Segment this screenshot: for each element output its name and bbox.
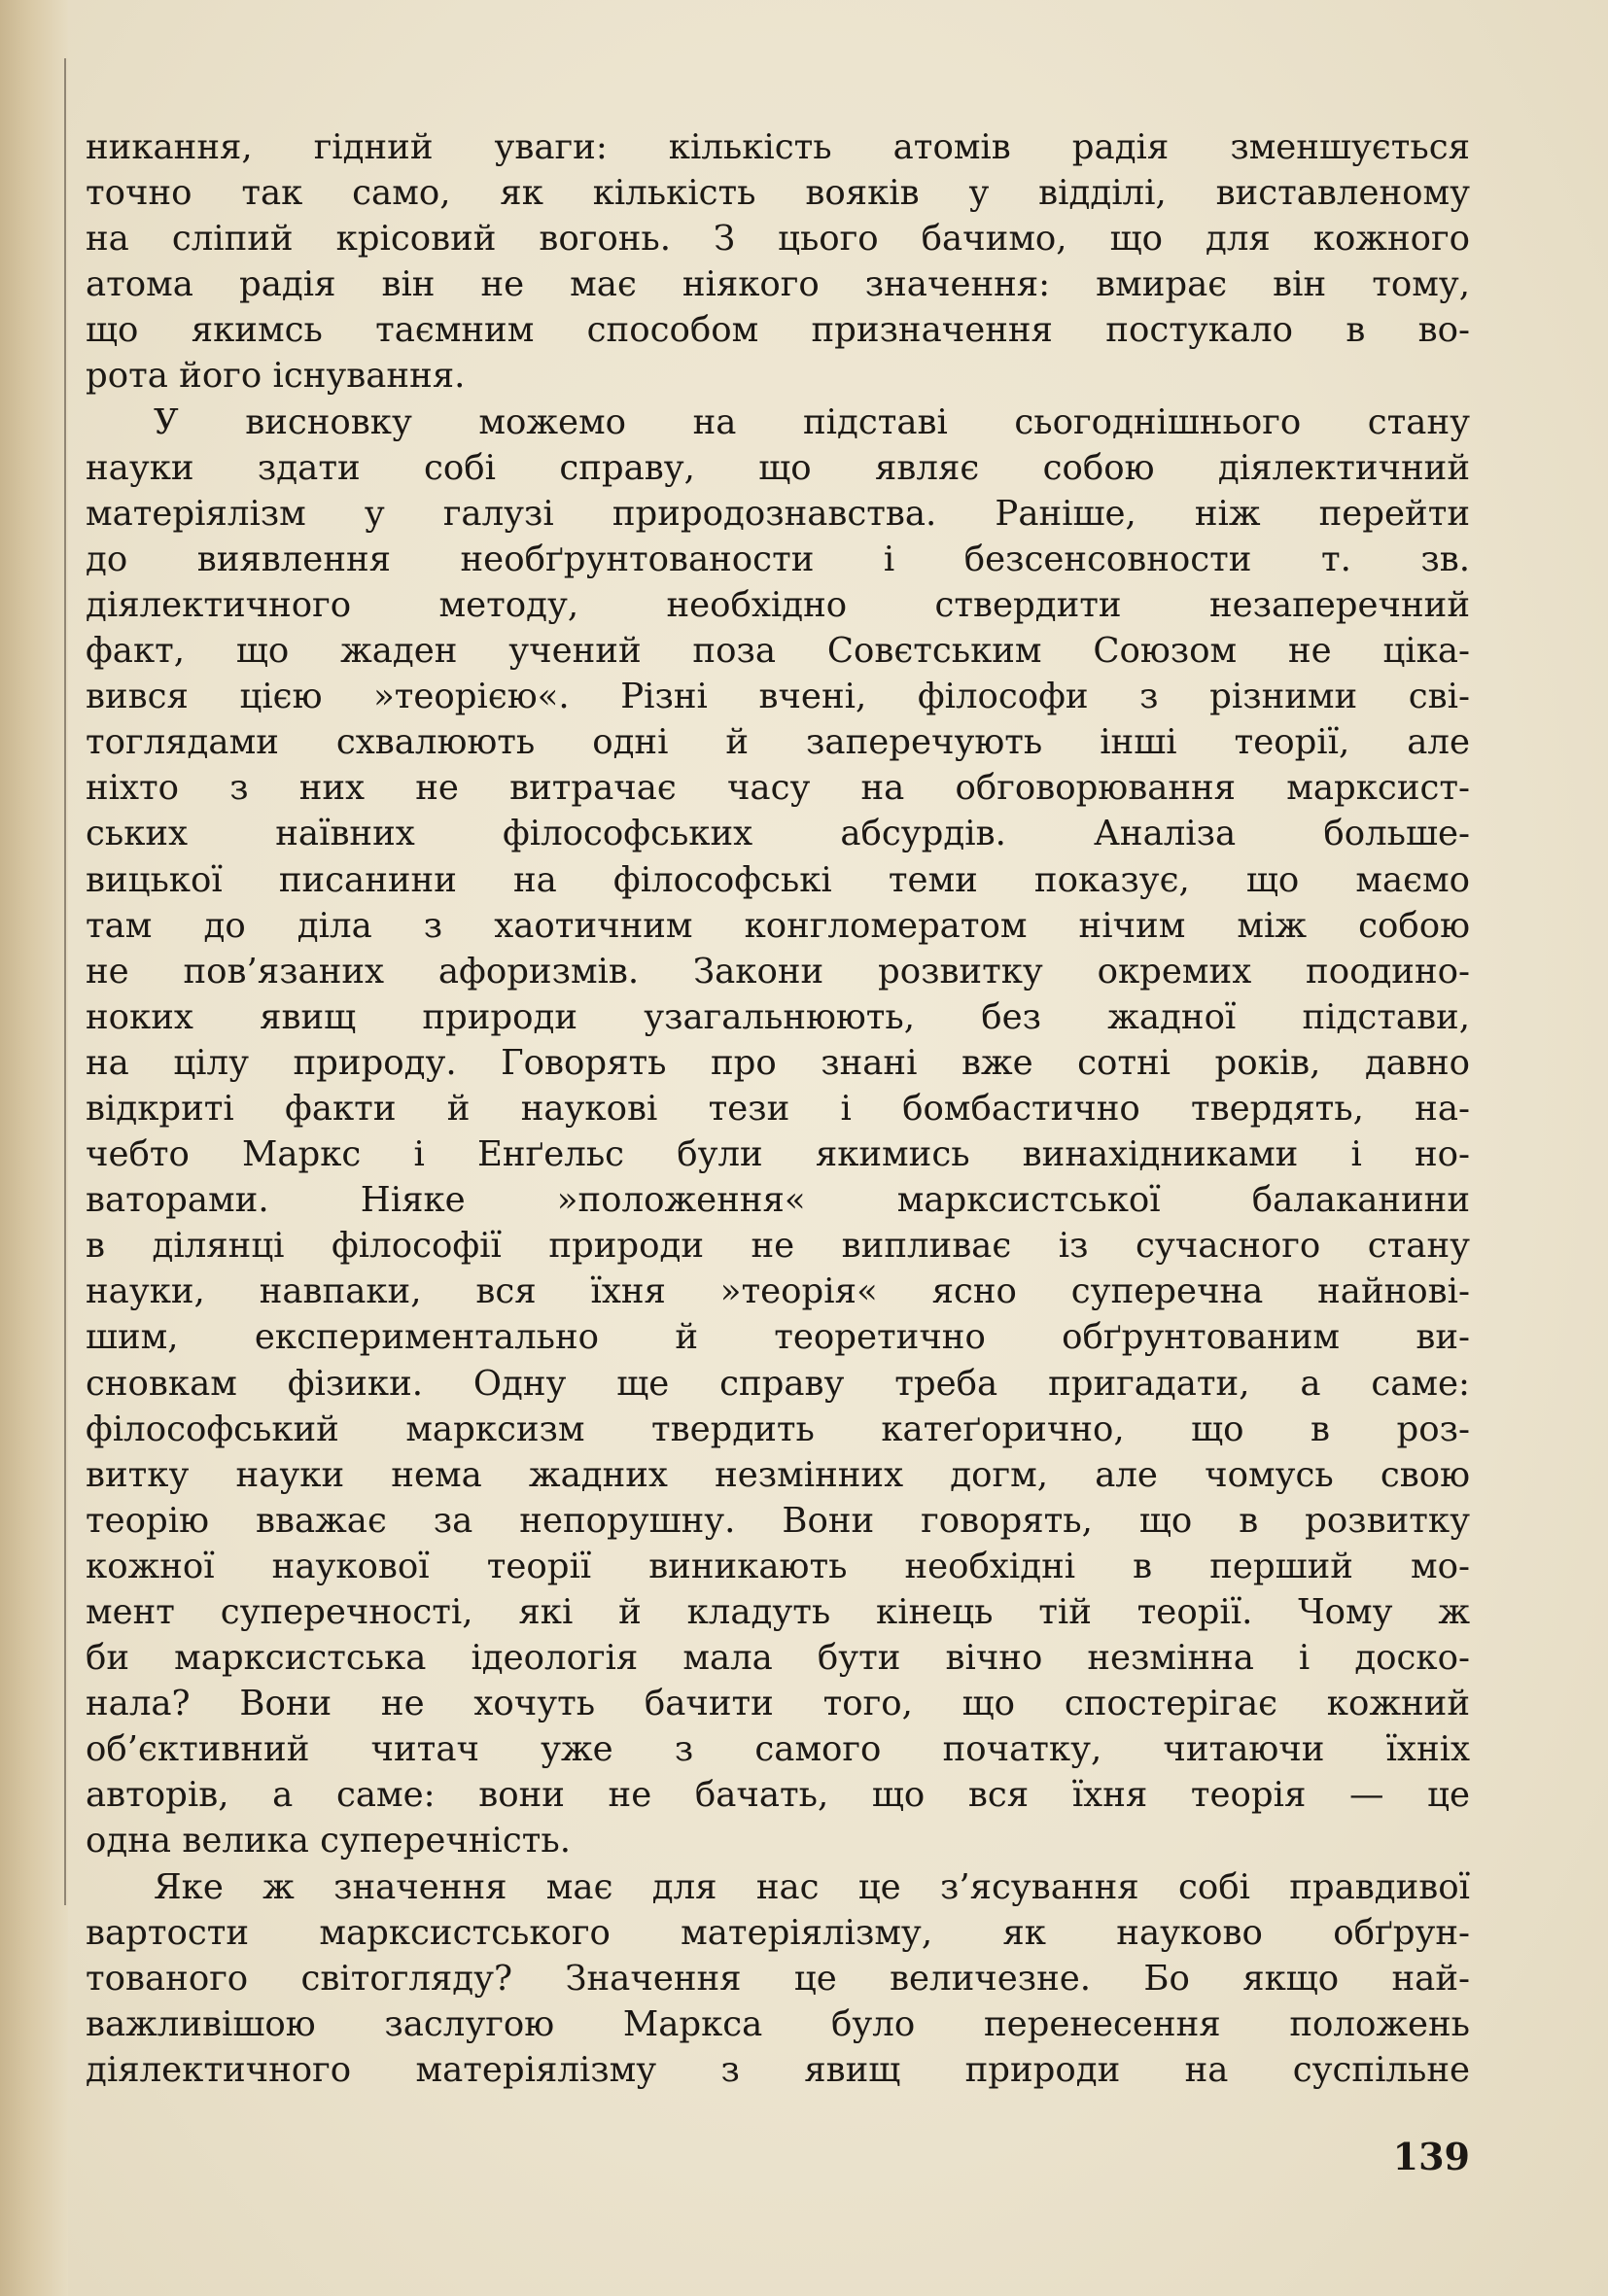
text-line: тованого світогляду? Значення це величезне. Бо якщо най- xyxy=(86,1958,1470,1999)
text-line: відкриті факти й наукові тези і бомбастично твердять, на- xyxy=(86,1088,1470,1129)
margin-rule xyxy=(64,58,66,1905)
text-line: що якимсь таємним способом призначення постукало в во- xyxy=(86,310,1470,351)
text-line: факт, що жаден учений поза Совєтським Союзом не ціка- xyxy=(86,631,1470,672)
text-line: науки здати собі справу, що являє собою діялектичний xyxy=(86,447,1470,488)
text-line: кожної наукової теорії виникають необхідні в перший мо- xyxy=(86,1546,1470,1586)
text-line: У висновку можемо на підставі сьогоднішнього стану xyxy=(154,401,1470,442)
text-line: чебто Маркс і Енґельс були якимись винахідниками і но- xyxy=(86,1134,1470,1175)
page-binding-edge xyxy=(0,0,68,2296)
text-line: матеріялізм у галузі природознавства. Раніше, ніж перейти xyxy=(86,493,1470,534)
text-line: атома радія він не має ніякого значення: вмирає він тому, xyxy=(86,264,1470,305)
text-line: ніхто з них не витрачає часу на обговорювання марксист- xyxy=(86,768,1470,809)
text-line: на цілу природу. Говорять про знані вже сотні років, давно xyxy=(86,1042,1470,1083)
text-line: никання, гідний уваги: кількість атомів радія зменшується xyxy=(86,127,1470,167)
text-line: діялектичного методу, необхідно ствердити незаперечний xyxy=(86,584,1470,625)
text-line: до виявлення необґрунтованости і безсенсовности т. зв. xyxy=(86,539,1470,579)
text-line: важливішою заслугою Маркса було перенесення положень xyxy=(86,2003,1470,2044)
text-line: вився цією »теорією«. Різні вчені, філософи з різними сві- xyxy=(86,677,1470,717)
text-line: тоглядами схвалюють одні й заперечують інші теорії, але xyxy=(86,722,1470,763)
body-text xyxy=(86,124,1470,2093)
text-line: авторів, а саме: вони не бачать, що вся їхня теорія — це xyxy=(86,1775,1470,1816)
text-line: одна велика суперечність. xyxy=(86,1821,571,1861)
text-line: на сліпий крісовий вогонь. З цього бачимо, що для кожного xyxy=(86,219,1470,260)
text-line: нала? Вони не хочуть бачити того, що спостерігає кожний xyxy=(86,1684,1470,1724)
text-line: в ділянці філософії природи не випливає із сучасного стану xyxy=(86,1226,1470,1267)
text-line: діялектичного матеріялізму з явищ природи на суспільне xyxy=(86,2049,1470,2090)
text-line: точно так само, як кількість вояків у відділі, виставленому xyxy=(86,173,1470,214)
text-line: теорію вважає за непорушну. Вони говорять, що в розвитку xyxy=(86,1500,1470,1541)
text-line: ноких явищ природи узагальнюють, без жадної підстави, xyxy=(86,996,1470,1037)
text-line: витку науки нема жадних незмінних догм, але чомусь свою xyxy=(86,1454,1470,1495)
text-line: там до діла з хаотичним конгломератом нічим між собою xyxy=(86,905,1470,946)
text-line: філософський марксизм твердить катеґорично, що в роз- xyxy=(86,1409,1470,1449)
text-line: не пов’язаних афоризмів. Закони розвитку окремих поодино- xyxy=(86,951,1470,991)
text-line: ських наївних філософських абсурдів. Аналіза больше- xyxy=(86,814,1470,854)
text-line: вартости марксистського матеріялізму, як науково обґрун- xyxy=(86,1912,1470,1953)
text-line: би марксистська ідеологія мала бути вічно незмінна і доско- xyxy=(86,1638,1470,1679)
text-line: вицької писанини на філософські теми показує, що маємо xyxy=(86,859,1470,900)
page-number: 139 xyxy=(1392,2135,1470,2178)
text-line: ваторами. Ніяке »положення« марксистської балаканини xyxy=(86,1180,1470,1221)
text-line: сновкам фізики. Одну ще справу треба пригадати, а саме: xyxy=(86,1363,1470,1404)
text-line: об’єктивний читач уже з самого початку, читаючи їхніх xyxy=(86,1729,1470,1770)
text-line: науки, навпаки, вся їхня »теорія« ясно суперечна найнові- xyxy=(86,1271,1470,1312)
text-line: мент суперечності, які й кладуть кінець тій теорії. Чому ж xyxy=(86,1592,1470,1632)
text-line: шим, експериментально й теоретично обґрунтованим ви- xyxy=(86,1317,1470,1358)
text-line: рота його існування. xyxy=(86,356,466,397)
text-line: Яке ж значення має для нас це з’ясування собі правдивої xyxy=(154,1866,1470,1907)
